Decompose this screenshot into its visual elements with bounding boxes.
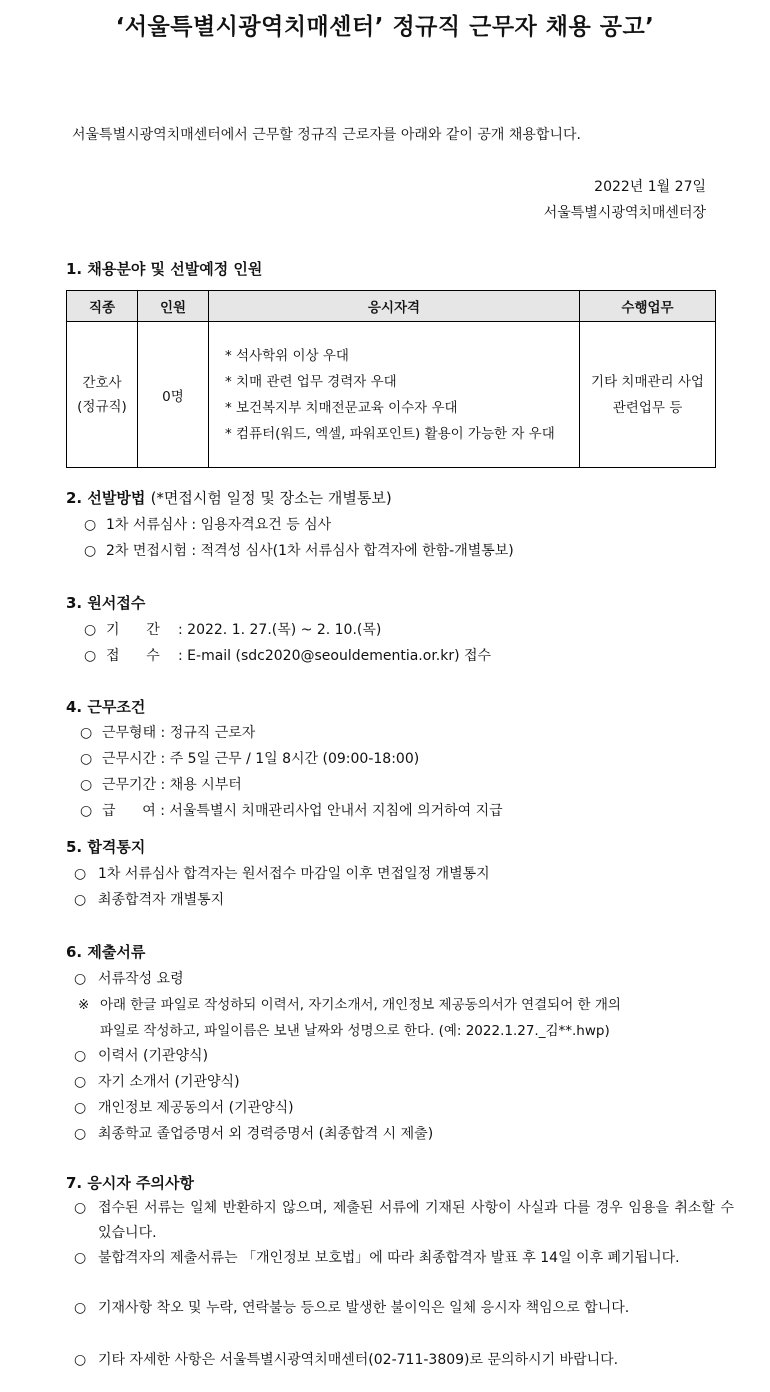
circle-bullet-icon: ○	[74, 1300, 87, 1316]
section-6-heading: 6. 제출서류	[66, 943, 146, 961]
circle-bullet-icon: ○	[74, 1200, 87, 1216]
announcement-date: 2022년 1월 27일	[594, 179, 706, 195]
period-value: : 2022. 1. 27.(목) ~ 2. 10.(목)	[178, 622, 382, 638]
duty-line: 관련업무 등	[612, 399, 683, 416]
receipt-value: : E-mail (sdc2020@seouldementia.or.kr) 접수	[178, 648, 492, 664]
table-header: 응시자격	[209, 291, 580, 322]
qualification-item: * 석사학위 이상 우대	[225, 347, 349, 364]
circle-bullet-icon: ○	[74, 1126, 87, 1142]
list-item: ○ 자기 소개서 (기관양식)	[74, 1074, 240, 1090]
table-row	[67, 322, 716, 468]
circle-bullet-icon: ○	[80, 725, 93, 741]
receipt-label: 접 수	[106, 648, 160, 664]
duty-line: 기타 치매관리 사업	[591, 373, 704, 390]
reference-mark-icon: ※	[78, 997, 90, 1013]
table-header: 수행업무	[580, 291, 716, 322]
table-header-row	[67, 291, 716, 322]
table-header: 인원	[138, 291, 209, 322]
note-line: 파일로 작성하고, 파일이름은 보낸 날짜와 성명으로 한다. (예: 2022.1.27._김**.hwp)	[100, 1023, 610, 1039]
list-item: ○ 1차 서류심사 합격자는 원서접수 마감일 이후 면접일정 개별통지	[74, 866, 490, 882]
list-item: ○ 근무시간 : 주 5일 근무 / 1일 8시간 (09:00-18:00)	[80, 751, 420, 767]
list-item: ○ 근무기간 : 채용 시부터	[80, 777, 242, 793]
list-item: ○ 이력서 (기관양식)	[74, 1048, 209, 1064]
circle-bullet-icon: ○	[84, 648, 97, 664]
circle-bullet-icon: ○	[74, 1100, 87, 1116]
circle-bullet-icon: ○	[80, 751, 93, 767]
issuer: 서울특별시광역치매센터장	[543, 205, 706, 221]
recruitment-table	[66, 290, 716, 468]
section-1-heading: 1. 채용분야 및 선발예정 인원	[66, 260, 263, 278]
period-label: 기 간	[106, 622, 160, 638]
list-item: ○ 1차 서류심사 : 임용자격요건 등 심사	[84, 517, 332, 533]
circle-bullet-icon: ○	[74, 1250, 87, 1266]
circle-bullet-icon: ○	[74, 1352, 87, 1368]
list-item: ○ 최종합격자 개별통지	[74, 892, 225, 908]
list-item: ○ 기타 자세한 사항은 서울특별시광역치매센터(02-711-3809)로 문의하시기 바랍니다.	[74, 1348, 758, 1373]
circle-bullet-icon: ○	[84, 517, 97, 533]
qualification-item: * 보건복지부 치매전문교육 이수자 우대	[225, 399, 458, 416]
section-7-heading: 7. 응시자 주의사항	[66, 1174, 195, 1192]
list-item: ○ 기재사항 착오 및 누락, 연락불능 등으로 발생한 불이익은 일체 응시자 책임으로 합니다.	[74, 1296, 734, 1321]
list-item: ○ 급 여 : 서울특별시 치매관리사업 안내서 지침에 의거하여 지급	[80, 803, 503, 819]
list-item: ○ 2차 면접시험 : 적격성 심사(1차 서류심사 합격자에 한함-개별통보)	[84, 543, 514, 559]
list-item	[84, 645, 491, 665]
list-item: ○ 불합격자의 제출서류는 「개인정보 보호법」에 따라 최종합격자 발표 후 14일 이후 폐기됩니다.	[74, 1246, 734, 1271]
list-item: ○ 최종학교 졸업증명서 외 경력증명서 (최종합격 시 제출)	[74, 1126, 434, 1142]
circle-bullet-icon: ○	[80, 803, 93, 819]
page-title: ‘서울특별시광역치매센터’ 정규직 근무자 채용 공고’	[115, 14, 655, 40]
list-item: ○ 개인정보 제공동의서 (기관양식)	[74, 1100, 294, 1116]
circle-bullet-icon: ○	[74, 1074, 87, 1090]
circle-bullet-icon: ○	[84, 622, 97, 638]
list-item: ○ 서류작성 요령	[74, 971, 184, 987]
job-type-cell	[67, 322, 138, 468]
circle-bullet-icon: ○	[74, 971, 87, 987]
qualification-item: * 치매 관련 업무 경력자 우대	[225, 373, 397, 390]
headcount-cell: 0명	[138, 322, 209, 468]
circle-bullet-icon: ○	[74, 892, 87, 908]
circle-bullet-icon: ○	[84, 543, 97, 559]
table-header: 직종	[67, 291, 138, 322]
note-line: ※ 아래 한글 파일로 작성하되 이력서, 자기소개서, 개인정보 제공동의서가 연결되어 한 개의	[78, 997, 621, 1013]
section-3-heading: 3. 원서접수	[66, 594, 146, 612]
qualification-cell	[209, 322, 580, 468]
qualification-item: * 컴퓨터(워드, 엑셀, 파워포인트) 활용이 가능한 자 우대	[225, 425, 555, 442]
circle-bullet-icon: ○	[74, 1048, 87, 1064]
list-item: ○ 근무형태 : 정규직 근로자	[80, 725, 256, 741]
list-item	[84, 619, 381, 639]
intro-text: 서울특별시광역치매센터에서 근무할 정규직 근로자를 아래와 같이 공개 채용합니다.	[72, 127, 581, 143]
job-type-note: (정규직)	[77, 398, 127, 415]
section-2-title: 2. 선발방법	[66, 489, 146, 507]
job-type: 간호사	[82, 374, 122, 391]
section-2-heading	[66, 487, 392, 508]
section-5-heading: 5. 합격통지	[66, 838, 146, 856]
section-2-note: (*면접시험 일정 및 장소는 개별통보)	[150, 489, 392, 507]
duty-cell	[580, 322, 716, 468]
section-4-heading: 4. 근무조건	[66, 698, 146, 716]
circle-bullet-icon: ○	[74, 866, 87, 882]
circle-bullet-icon: ○	[80, 777, 93, 793]
list-item: ○ 접수된 서류는 일체 반환하지 않으며, 제출된 서류에 기재된 사항이 사실과 다를 경우 임용을 취소할 수 있습니다.	[74, 1196, 734, 1246]
